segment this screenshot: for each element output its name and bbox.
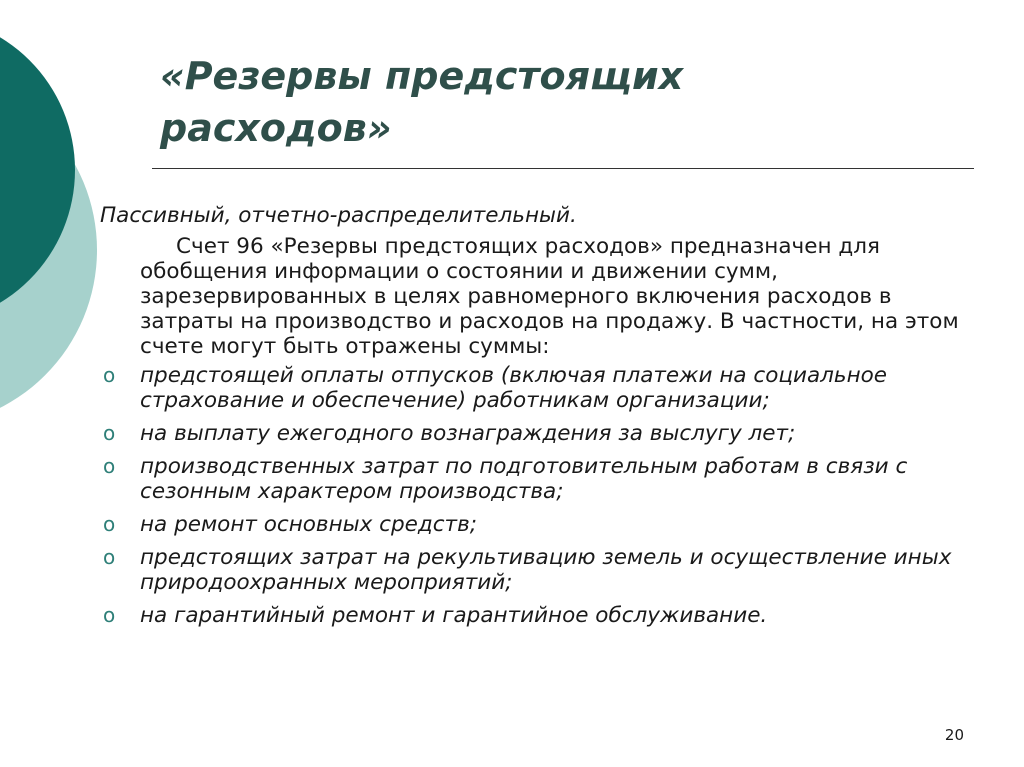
list-item-text: на ремонт основных средств; bbox=[140, 512, 477, 537]
bullet-circle-icon: o bbox=[103, 512, 116, 536]
slide-title bbox=[160, 50, 940, 154]
list-item bbox=[100, 454, 980, 504]
title-divider bbox=[152, 168, 974, 169]
slide-title-line-1: «Резервы предстоящих bbox=[160, 54, 684, 98]
list-item bbox=[100, 603, 980, 628]
list-item bbox=[100, 545, 980, 595]
bullet-circle-icon: o bbox=[103, 454, 116, 478]
list-item bbox=[100, 363, 980, 413]
bullet-circle-icon: o bbox=[103, 603, 116, 627]
list-item-text: предстоящей оплаты отпусков (включая платежи на социальное страхование и обеспечение) работникам организации; bbox=[140, 363, 888, 413]
account-description: Счет 96 «Резервы предстоящих расходов» предназначен для обобщения информации о состоянии и движении сумм, зарезервированных в целях равномерного включения расходов в затраты на производство и расходов на продажу. В частности, на этом счете могут быть отражены суммы: bbox=[140, 234, 959, 359]
bullet-list bbox=[100, 363, 980, 628]
list-item bbox=[100, 512, 980, 537]
slide-body bbox=[100, 203, 980, 636]
bullet-circle-icon: o bbox=[103, 421, 116, 445]
bullet-circle-icon: o bbox=[103, 363, 116, 387]
account-type-line: Пассивный, отчетно-распределительный. bbox=[100, 203, 577, 228]
list-item bbox=[100, 421, 980, 446]
page-number: 20 bbox=[944, 726, 964, 744]
slide-title-line-2: расходов» bbox=[160, 106, 392, 150]
list-item-text: на гарантийный ремонт и гарантийное обслуживание. bbox=[140, 603, 768, 628]
list-item-text: предстоящих затрат на рекультивацию земель и осуществление иных природоохранных мероприятий; bbox=[140, 545, 952, 595]
bullet-circle-icon: o bbox=[103, 545, 116, 569]
list-item-text: на выплату ежегодного вознаграждения за выслугу лет; bbox=[140, 421, 796, 446]
list-item-text: производственных затрат по подготовительным работам в связи с сезонным характером производства; bbox=[140, 454, 908, 504]
